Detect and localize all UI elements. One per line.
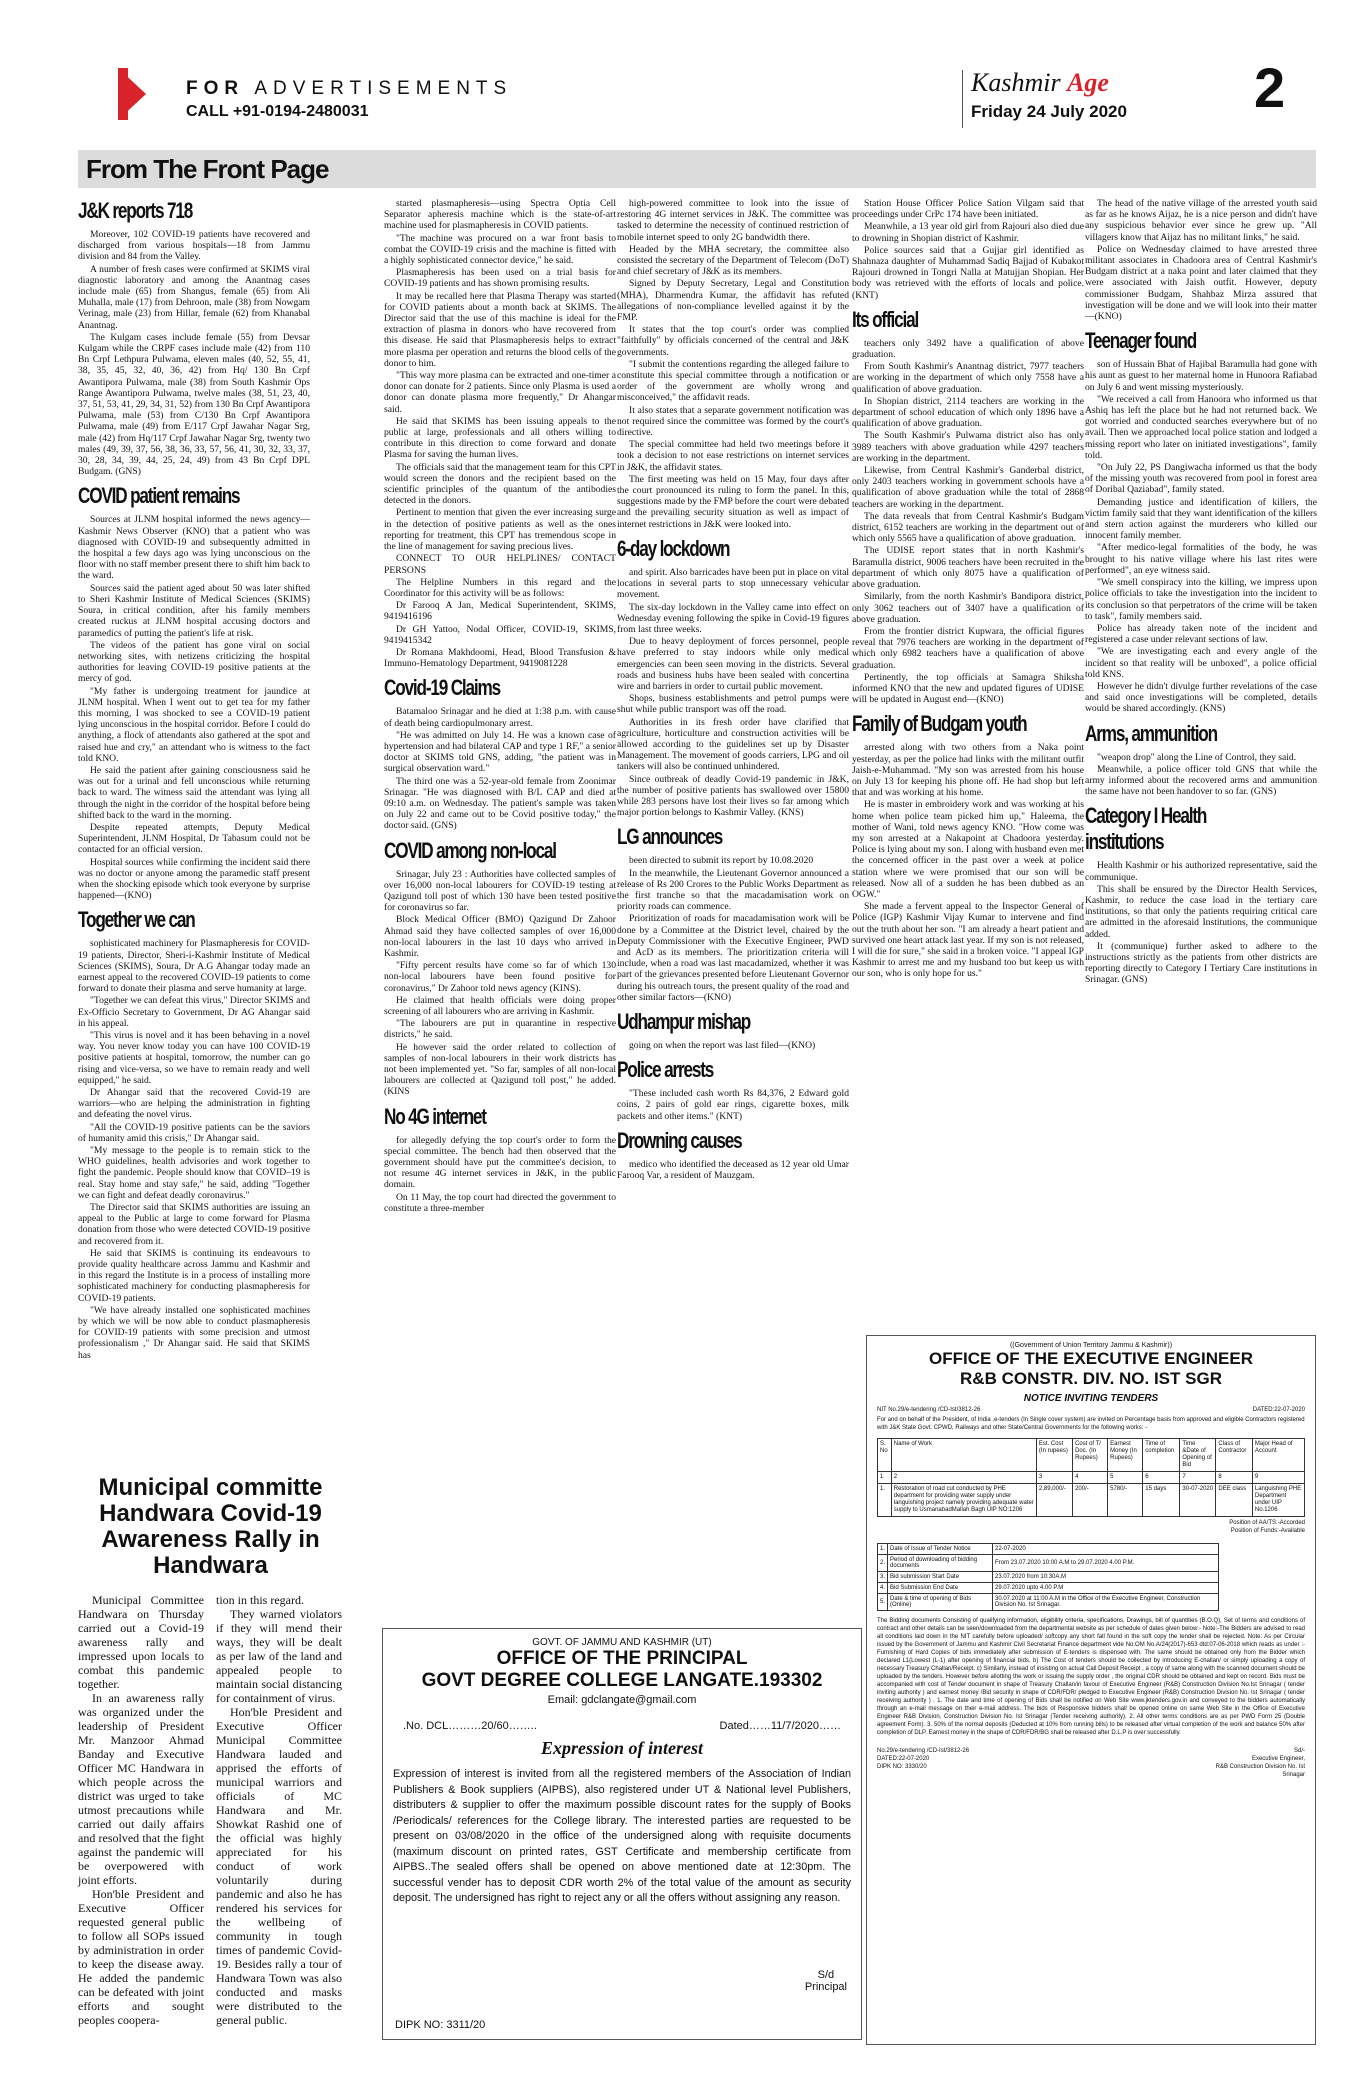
tender-advertisement: [866, 1335, 1316, 2045]
article-paragraph: Meanwhile, a 13 year old girl from Rajouri also died due to drowning in Shopian district of Kashmir.: [852, 221, 1084, 244]
municipal-column-left: [78, 1593, 204, 2027]
article-paragraph: Dr Ahangar said that the recovered Covid-19 are warriors—who are helping the administration in fighting and defeating the novel virus.: [78, 1087, 310, 1121]
table-cell: 200/-: [1073, 1484, 1108, 1517]
tender-footer: [877, 1747, 1305, 1779]
article-paragraph: Dr GH Yattoo, Nodal Officer, COVID-19, SKIMS, 9419415342: [384, 623, 616, 646]
ad-email: Email: gdclangate@gmail.com: [547, 1694, 697, 1706]
article-paragraph: He said that SKIMS has been issuing appeals to the public at large, professionals and all others willing to contribute in this direction to come forward and donate Plasma for saving the human lives.: [384, 415, 616, 461]
article-paragraph: The data reveals that from Central Kashmir's Budgam district, 6152 teachers are working in the department out of which only 5565 have a qualification of above graduation.: [852, 510, 1084, 545]
article-paragraph: Moreover, 102 COVID-19 patients have recovered and discharged from various hospitals—18 from Jammu division and 84 from the Valley.: [78, 229, 310, 263]
article-paragraph: He is master in embroidery work and was working at his home when police team picked him up," Haleema, the mother of Wani, told news agency KNO. "How come was my son arrested at a Nakapoint at Chadoora yesterday. Police is lying about my son. I along with husband even met the concerned officer in the past over a week at police station where we were promised that our son will be released. Now all of a sudden he has been dubbed as an OGW.": [852, 799, 1084, 900]
article-paragraph: for allegedly defying the top court's order to form the special committee. The bench had then observed that the government should have put the committee's decision, to not resume 4G internet services in J&K, in the public domain.: [384, 1134, 616, 1191]
page-header: [0, 0, 1365, 150]
issue-date: Friday 24 July 2020: [971, 102, 1127, 121]
ad-sign-sd: S/d: [817, 1969, 835, 1981]
headline-lg-announces: LG announces: [617, 824, 723, 850]
ad-college-name: GOVT DEGREE COLLEGE LANGATE.193302: [421, 1670, 823, 1691]
article-paragraph: Sources at JLNM hospital informed the news agency—Kashmir News Observer (KNO) that a patient who was diagnosed with COVID-19 and subsequently admitted in the hospital a few days ago was lying unconscious on the floor with no staff member present there to shift him back to the ward.: [78, 514, 310, 582]
headline-its-official: Its official: [852, 306, 919, 332]
headline-family-budgam: Family of Budgam youth: [852, 711, 1027, 737]
headline-together: Together we can: [78, 907, 195, 933]
article-paragraph: The first meeting was held on 15 May, four days after the court pronounced its ruling to form the panel. In this, suggestions made by the FMP before the court were debated and the prevailing security situation as well as impact of internet restrictions in J&K were looked into.: [617, 473, 849, 530]
article-paragraph: Block Medical Officer (BMO) Qazigund Dr Zahoor Ahmad said they have collected samples of over 16,000 non-local labourers in the last 10 days who arrived in Kashmir.: [384, 914, 616, 959]
article-paragraph: been directed to submit its report by 10.08.2020: [629, 855, 814, 867]
article-paragraph: Police sources said that a Gujjar girl identified as Shahnaza daughter of Muhammad Sadiq Bajjad of Kubakot Rajouri drowned in Tongri Nalla at Matujjan Shopian. Her body was retrieved with the efforts of locals and police. (KNT): [852, 244, 1084, 301]
ad-office-title: OFFICE OF THE PRINCIPAL: [496, 1648, 748, 1669]
headline-udhampur: Udhampur mishap: [617, 1009, 751, 1034]
article-paragraph: Meanwhile, a police officer told GNS that while the army informed about the recovered arms and ammunition the same have not been handover to so far. (GNS): [1085, 763, 1317, 798]
article-paragraph: "This virus is novel and it has been behaving in a novel way. You never know today you can have 100 COVID-19 positive patients at hospital, tomorrow, the number can go rising and vice-versa, so we have to remain ready and well equipped," he said.: [78, 1030, 310, 1086]
ads-label: ADVERTISEMENTS: [254, 78, 513, 99]
table-cell: Languishing PHE Department under UIP No.1206: [1252, 1484, 1304, 1517]
article-paragraph: "I submit the contentions regarding the alleged failure to constitute this special committee through a notification or order of the government are wholly wrong and misconceived," the affidavit reads.: [617, 358, 849, 404]
table-header-cell: Name of Work: [891, 1439, 1036, 1472]
article-paragraph: However he didn't divulge further revelations of the case and said once investigations will be completed, details would be shared accordingly. (KNS): [1085, 680, 1317, 715]
table-cell: 9: [1252, 1472, 1304, 1484]
article-paragraph: This shall be ensured by the Director Health Services, Kashmir, to reduce the case load in the tertiary care institutions, so that only the patients requiring critical care are admitted in the aforesaid Institutions, the communique added.: [1085, 883, 1317, 940]
article-paragraph: Headed by the MHA secretary, the committee also consisted the secretary of the Department of Telecom (DoT) and chief secretary of J&K as its members.: [617, 243, 849, 278]
municipal-body: [78, 1593, 343, 2027]
table-cell: 29.07.2020 upto 4.00 P.M: [993, 1583, 1219, 1594]
headline-police-arrests: Police arrests: [617, 1057, 714, 1083]
principal-advertisement: [382, 1628, 862, 2040]
arrow-icon: [118, 68, 146, 120]
article-paragraph: tion in this regard.: [216, 1593, 304, 1607]
article-paragraph: Since outbreak of deadly Covid-19 pandemic in J&K, the number of positive patients has swallowed over 15800 while 283 persons have lost their lives so far among which major portion belongs to Kashmir Valley. (KNS): [617, 773, 849, 819]
article-paragraph: "We are investigating each and every angle of the incident so that reality will be unboxed", a police official told KNS.: [1085, 646, 1317, 680]
table-cell: Date of Issue of Tender Notice: [888, 1544, 993, 1555]
article-paragraph: Hospital sources while confirming the incident said there was no doctor or anyone among the paramedic staff present when the shocking episode which took everyone by surprise happened—(KNO): [78, 856, 310, 902]
municipal-column-right: [216, 1593, 342, 2027]
article-paragraph: Similarly, from the north Kashmir's Bandipora district, only 3062 teachers out of 3407 have a qualification of above graduation.: [852, 591, 1084, 625]
table-cell: Restoration of road cut conducted by PHE department for providing water supply under languishing project namely providing adequate water supply to UsmanabadMallah Bagh UIP NO:1206: [891, 1484, 1036, 1517]
article-paragraph: The UDISE report states that in north Kashmir's Baramulla district, 9006 teachers have been recruited in the department of which only 8075 have a qualification of above graduation.: [852, 545, 1084, 591]
column-1: [78, 198, 310, 1361]
article-paragraph: He claimed that health officials were doing proper screening of all labourers who are arriving in Kashmir.: [384, 994, 616, 1017]
column-5: [1085, 198, 1317, 1248]
article-paragraph: He said that SKIMS is continuing its endeavours to provide quality healthcare across Jammu and Kashmir and in this regard the Institute is in a process of installing more sophisticated machinery for conducting plasmapheresis for COVID-19 patients.: [78, 1247, 310, 1304]
table-cell: 3: [1036, 1472, 1072, 1484]
tender-notice-title: NOTICE INVITING TENDERS: [1023, 1393, 1159, 1404]
article-paragraph: Hon'ble President and Executive Officer Municipal Committee Handwara lauded and apprised the efforts of municipal warriors and officials of MC Handwara and Mr. Showkat Rashid one of the official was highly appreciated for his conduct of work voluntarily during pandemic and also he has rendered his services for the wellbeing of community in tough times of pandemic Covid-19. Besides rally a tour of Handwara Town was also conducted and masks were distributed to the general public.: [216, 1705, 342, 2027]
article-paragraph: The special committee had held two meetings before it took a decision to not ease restrictions on internet services in J&K, the affidavit states.: [617, 439, 849, 473]
table-cell: 2.: [878, 1555, 888, 1572]
tender-nit-row: [877, 1407, 1305, 1413]
article-paragraph: medico who identified the deceased as 12 year old Umar Farooq Var, a resident of Mauzgam.: [617, 1158, 849, 1182]
tender-dates-table: [877, 1543, 1219, 1611]
article-paragraph: The Director said that SKIMS authorities are issuing an appeal to the Public at large to come forward for Plasma donation from those who were detected COVID-19 positive and recovered from it.: [78, 1202, 310, 1247]
article-paragraph: It also states that a separate government notification was not required since the committee was formed by the court's directive.: [617, 404, 849, 439]
ad-signature: [805, 1969, 847, 1993]
table-cell: 22-07-2020: [993, 1544, 1219, 1555]
table-header-cell: Earnest Money (In Rupees): [1108, 1439, 1143, 1472]
ad-heading: Expression of interest: [540, 1738, 704, 1758]
article-paragraph: Police has already taken note of the incident and registered a case under relevant sections of law.: [1085, 622, 1317, 646]
article-paragraph: going on when the report was last filed—(KNO): [629, 1040, 816, 1051]
article-paragraph: "These included cash worth Rs 84,376, 2 Edward gold coins, 2 pairs of gold ear rings, cigarette boxes, milk packets and other items." (KNT): [617, 1088, 849, 1122]
article-paragraph: Pertinently, the top officials at Samagra Shiksha informed KNO that the new and updated figures of UDISE will be updated in August end—(KNO): [852, 671, 1084, 706]
table-cell: 4: [1073, 1472, 1108, 1484]
municipal-headline: Municipal committe Handwara Covid-19 Awareness Rally in Handwara: [98, 1474, 323, 1579]
article-paragraph: The Kulgam cases include female (55) from Devsar Kulgam while the CRPF cases include male (42) from 110 Bn Crpf Lethpura Pulwama, eleven males (40, 52, 55, 41, 38, 35, 45, 32, 40, 36, 42) from Hq/ 130 Bn Crpf Awantipora Pulwama, male (38) from South Kashmir Ops Range Awantipora Pulwama, twelve males (38, 51, 23, 40, 37, 51, 53, 41, 29, 34, 31, 52) from 130 Bn Crpf Awantipora Pulwama, male (53) from C/130 Bn Crpf Awantipora Pulwama, male (49) from E/117 Crpf Jawahar Nagar Srg, male (42) from Hq/117 Crpf Jawahar Nagar Srg, twenty two males (49, 39, 37, 56, 38, 36, 33, 57, 56, 41, 30, 32, 33, 37, 30, 28, 34, 39, 44, 25, 24, 49) from 43 Bn Crpf DPL Budgam. (GNS): [78, 331, 310, 478]
article-paragraph: "We received a call from Hanoora who informed us that Ashiq has left the place but he had not returned back. We got worried and conducted searches everywhere but of no avail. Then we approached local police station and lodged a missing report who later on initiated investigations", family told.: [1085, 393, 1317, 461]
tender-position: Position of AA/TS:-Accorded Position of Funds:-Available: [1229, 1520, 1305, 1534]
article-paragraph: Plasmapheresis has been used on a trial basis for COVID-19 patients and has shown promising results.: [384, 267, 616, 290]
article-paragraph: Shops, business establishments and petrol pumps were shut while public transport was off the road.: [617, 693, 849, 716]
call-number: CALL +91-0194-2480031: [186, 103, 369, 120]
article-paragraph: It states that the top court's order was complied "faithfully" by officials concerned of the central and J&K governments.: [617, 324, 849, 358]
article-paragraph: In Shopian district, 2114 teachers are working in the department of school education of which only 1896 have a qualification of above graduation.: [852, 395, 1084, 430]
table-cell: Date & time of opening of Bids (Online): [888, 1594, 993, 1611]
article-paragraph: son of Hussain Bhat of Hajibal Baramulla had gone with his aunt as guest to her maternal home in Hunoora Rafiabad on July 6 and went missing mysteriously.: [1085, 359, 1317, 393]
article-paragraph: Hon'ble President and Executive Officer requested general public to follow all SOPs issued by administration in order to keep the disease away. He added the pandemic can be defeated with joint efforts and sought peoples coopera-: [78, 1887, 204, 2027]
tender-nit-number: NIT No.29/e-tendering /CD-Ist/3812-26: [877, 1407, 981, 1413]
tender-office-title: OFFICE OF THE EXECUTIVE ENGINEER: [929, 1349, 1253, 1368]
table-cell: Bid Submission End Date: [888, 1583, 993, 1594]
table-cell: 30-07-2020: [1180, 1484, 1216, 1517]
article-paragraph: "All the COVID-19 positive patients can be the saviors of humanity amid this crisis," Dr Ahangar said.: [78, 1121, 310, 1144]
table-cell: 3.: [878, 1572, 888, 1583]
article-paragraph: Dr Romana Makhdoomi, Head, Blood Transfusion & Immuno-Hematology Department, 9419081228: [384, 646, 616, 670]
tender-intro: For and on behalf of the President, of India ,e-tenders (In Single cover system) are invited on Percentage basis from approved and eligible Contractors registered with J&K State Govt. CPWD, Railways and other State/Central Governments for the following works: -: [877, 1417, 1305, 1431]
article-paragraph: From South Kashmir's Anantnag district, 7977 teachers are working in the department of which only 7558 have a qualification of above graduation.: [852, 361, 1084, 395]
tender-conditions: The Bidding documents Consisting of qualifying information, eligibility criteria, specifications, Drawings, bill of quantities (B.O.Q), Set of terms and conditions of contract and other details can be seen/downloaded from the departmental website as per schedule of dates given below:- Note:-The Bidders are advised to read all conditions laid down in the NIT carefully before uploaded/ softcopy any short fall found in the soft copy the tender shall be rejected. Note: As per Circular issued by the Government of Jammu and Kashmir Civil Secretariat Finance department vide No.OM No.A/24(2017)-653 dtd:07-06-2018 which reads as under :- Furnishing of Hard Copies of bids immediately after submission of E-tenders is dispensed with. The same should be obtained only from the Bidder which declared L1(Lowest (L-1) after opening of financial bids. b) The Cost of tenders should be collected by introducing E-challan/ or simply uploading a copy of necessary Treasury Challan/Receipt. c) Similarly, instead of insisting on actual Call Deposit Receipt , a copy of same along with the scanned document should be uploaded by the tenders. However before allotting the work or issuing the supply order , the original CDR should be obtained and kept on record. Bids must be accompanied with cost of Tender document in shape of Treasury Challan/in favour of Executive Engineer (R&B) Construction Division No.Ist Srinagar ( tender inviting authority ) and earnest money /Bid security in shape of CDR/FDR/ pledged to Executive Engineer (R&B) Construction Division No. Ist Srinagar ( tender receiving authority ) . 1. The date and time of opening of Bids shall be notified on Web Site www.jktenders.gov.in and conveyed to the bidders automatically through an e-mail message on their e-mail address. The bids of Responsive bidders shall be opened online on same Web Site in the Office of Executive Engineer R&B Division, Construction Division No. Ist Srinagar (Tender receiving authority). 2. All other terms conditions are as per PWD Form 25 (Double agreement Form). 3. 50% of the normal deposits (Deducted at 10% from running bills) to be released after virtual completion of the work and balance 50% after completion of DLP. Earnest money in the shape of CDR/FDR/BG shall be released after D.L.P is over successfully.: [877, 1618, 1305, 1736]
headline-arms: Arms, ammunition: [1085, 720, 1217, 746]
table-header-cell: Cost of T/ Doc. (In Rupees): [1073, 1439, 1108, 1472]
table-header-cell: Time of completion: [1143, 1439, 1180, 1472]
table-row: [878, 1555, 1219, 1572]
article-paragraph: Demanding justice and identification of killers, the victim family said that they want identification of the killers and stern action against the murderers who killed our innocent family member.: [1085, 496, 1317, 542]
table-cell: 5780/-: [1108, 1484, 1143, 1517]
headline-covid-patient: COVID patient remains: [78, 483, 240, 509]
table-cell: 1.: [878, 1544, 888, 1555]
article-paragraph: The Helpline Numbers in this regard and the Coordinator for this activity will be as follows:: [384, 576, 616, 599]
table-row: [878, 1544, 1219, 1555]
article-paragraph: Health Kashmir or his authorized representative, said the communique.: [1085, 860, 1317, 883]
article-paragraph: It (communique) further asked to adhere to the instructions strictly as the patients from other districts are reporting directly to Category I Tertiary Care institutions in Srinagar. (GNS): [1085, 940, 1317, 986]
article-paragraph: In an awareness rally was organized under the leadership of President Mr. Manzoor Ahmad Banday and Executive Officer MC Handwara in which people across the district was urged to take utmost precautions while carried out daily affairs and resolved that the fight against the pandemic will be overpowered with joint efforts.: [78, 1691, 204, 1887]
article-paragraph: Despite repeated attempts, Deputy Medical Superintendent, JLNM Hospital, Dr Tabasum could not be contacted for an official version.: [78, 821, 310, 856]
table-cell: 30.07.2020 at 11:00 A.M in the Office of the Executive Engineer, Construction Division No. Ist Srinagar.: [993, 1594, 1219, 1611]
table-cell: Bid submission Start Date: [888, 1572, 993, 1583]
ads-banner: [186, 78, 512, 100]
table-cell: 23.07.2020 from 10:30A.M: [993, 1572, 1219, 1583]
table-row: [878, 1583, 1219, 1594]
article-paragraph: "My message to the people is to remain stick to the WHO guidelines, health advisories and work together to fight the pandemic. People should know that COVID–19 is real. Stay home and stay safe," he said, adding "Together we can fight and defeat deadly coronavirus.": [78, 1145, 310, 1201]
article-paragraph: "The machine was procured on a war front basis to combat the COVID-19 crisis and the machine is fitted with a highly sophisticated connector device," he said.: [384, 232, 616, 267]
headline-jk-reports: J&K reports 718: [78, 198, 193, 223]
masthead-age: Age: [1067, 68, 1109, 97]
article-paragraph: started plasmapheresis—using Spectra Optia Cell Separator apheresis machine which is the state-of-art machine used for plasmapheresis in COVID patients.: [384, 198, 616, 232]
article-paragraph: teachers only 3492 have a qualification of above graduation.: [852, 337, 1084, 361]
article-paragraph: On 11 May, the top court had directed the government to constitute a three-member: [384, 1191, 616, 1214]
masthead-kashmir: Kashmir: [971, 68, 1061, 97]
headline-category: Category I Health: [1085, 803, 1207, 829]
article-paragraph: Police on Wednesday claimed to have arrested three militant associates in Chadoora area of Central Kashmir's Budgam district at a naka point and later claimed that they were associated with Jaish outfit. However, deputy commissioner Budgam, Shahbaz Mirza assured that investigation will be done and we will look into their matter—(KNO): [1085, 243, 1317, 323]
table-row: [878, 1572, 1219, 1583]
table-cell: 5.: [878, 1594, 888, 1611]
ad-sign-principal: Principal: [804, 1981, 847, 1993]
ad-body: Expression of interest is invited from all the registered members of the Association of Indian Publishers & Book suppliers (AIPBS), also registered under UT & National level Publishers, distributers & supplier to offer the maximum possible discount rates for the supply of Books /Periodicals/ references for the College library. The interested parties are requested to be present on 03/08/2020 in the office of the undersigned along with requisite documents (maximum discount on printed rates, GST Certificate and membership certificate from AIPBS..The sealed offers shall be opened on above mentioned date at 12:30pm. The successful vender has to deposit CDR worth 2% of the total value of the amount as security deposit. The undersigned has right to reject any or all the offers without assigning any reason.: [393, 1768, 851, 1904]
article-paragraph: "My father is undergoing treatment for jaundice at JLNM hospital. When I went out to get tea for my father this morning, I was shocked to see a COVID-19 patient lying unconscious in the hospital corridor. Before I could do anything, a flock of attendants also gathered at the spot and raised hue and cry," an attendant who is witness to the fact told KNO.: [78, 685, 310, 764]
article-paragraph: Municipal Committee Handwara on Thursday carried out a Covid-19 awareness rally and impressed upon locals to combat this pandemic together.: [78, 1593, 204, 1691]
table-cell: 7: [1180, 1472, 1216, 1484]
table-row: [878, 1594, 1219, 1611]
column-2: [384, 198, 616, 1528]
article-paragraph: Batamaloo Srinagar and he died at 1:38 p.m. with cause of death being cardiopulmonary arrest.: [384, 706, 616, 729]
table-cell: From 23.07.2020 10:00 A.M to 29.07.2020 4.00 P.M.: [993, 1555, 1219, 1572]
article-paragraph: "Fifty percent results have come so far of which 130 non-local labourers have been found positive for coronavirus," Dr Zahoor told news agency (KINS).: [384, 960, 616, 994]
table-cell: 2: [891, 1472, 1036, 1484]
table-header-cell: S. No: [878, 1439, 892, 1472]
table-header-row: [878, 1439, 1305, 1472]
article-paragraph: She made a fervent appeal to the Inspector General of Police (IGP) Kashmir Vijay Kumar to intervene and find out the truth about her son. "I am already a heart patient and survived one heart attack last year. If my son is not released, I will die for sure," she said in a broken voice. "I appeal IGP Kashmir to arrest me and my husband too but keep us with our son, who is only hope for us.": [852, 901, 1084, 980]
table-cell: 6: [1143, 1472, 1180, 1484]
tender-works-table: [877, 1438, 1305, 1517]
article-paragraph: "He was admitted on July 14. He was a known case of hypertension and had bilateral CAP and type 1 RF," a senior doctor at SKIMS told GNS, adding, "the patient was in surgical observation ward.": [384, 729, 616, 775]
table-cell: 15 days: [1143, 1484, 1180, 1517]
table-cell: DEE class: [1216, 1484, 1252, 1517]
article-paragraph: "After medico-legal formalities of the body, he was brought to his native village where his last rites were performed", an eye witness said.: [1085, 542, 1317, 576]
article-paragraph: He said the patient after gaining consciousness said he was out for a urinal and fell unconscious while returning back to ward. The witness said the attendant was lying all through the night in the corridor of the hospital before being shifted back to the ward in the morning.: [78, 764, 310, 821]
headline-covid-claims: Covid-19 Claims: [384, 675, 500, 701]
article-paragraph: sophisticated machinery for Plasmapheresis for COVID-19 patients, Director, Sheri-i-Kashmir Institute of Medical Sciences (SKIMS), Soura, Dr A.G Ahangar today made an earnest appeal to the recovered COVID-19 patients to come forward to donate their plasma and serve humanity at large.: [78, 938, 310, 995]
table-header-cell: Time &Date of Opening of Bid: [1180, 1439, 1216, 1472]
tender-govt-line: ((Government of Union Territory Jammu & Kashmir)): [1009, 1342, 1173, 1349]
ad-references: [393, 1720, 851, 1732]
headline-lockdown: 6-day lockdown: [617, 535, 730, 561]
column-3: [617, 198, 849, 1528]
table-header-cell: Major Head of Account: [1252, 1439, 1304, 1472]
table-number-row: [878, 1472, 1305, 1484]
article-paragraph: Pertinent to mention that given the ever increasing surge in the detection of positive patients as well as the ones reporting for treatment, this CPT has tremendous scope in the line of management for saving precious lives.: [384, 507, 616, 553]
for-label: FOR: [186, 78, 245, 99]
article-paragraph: The South Kashmir's Pulwama district also has only 3989 teachers with above graduation while 4297 teachers are working in the department.: [852, 430, 1084, 464]
table-cell: 2,89,000/-: [1036, 1484, 1072, 1517]
article-paragraph: "The labourers are put in quarantine in respective districts," he said.: [384, 1018, 616, 1041]
ad-dipk: DIPK NO: 3311/20: [395, 2019, 486, 2031]
ad-ref-date: Dated……11/7/2020……: [719, 1720, 841, 1732]
article-paragraph: Prioritization of roads for macadamisation work will be done by a Committee at the District level, chaired by the Deputy Commissioner with the Executive Engineer, PWD and AcD as its members. The prioritization criteria will include, when a road was last macadamized, whether it was part of the grievances presented before Lieutenant Governor during his outreach tours, the present quality of the road and other similar factors—(KNO): [617, 913, 849, 1003]
article-paragraph: "We have already installed one sophisticated machines by which we will be now able to conduct plasmapheresis for COVID-19 patients with some precision and utmost professionalism ," Dr Ahangar said. He said that SKIMS has: [78, 1304, 310, 1361]
ad-govt-line: GOVT. OF JAMMU AND KASHMIR (UT): [532, 1637, 712, 1648]
article-paragraph: Due to heavy deployment of forces personnel, people have preferred to stay indoors while only medical emergencies can been seen moving in the districts. Several roads and business hubs have been sealed with concertina wire and barriers in order to curtail public movement.: [617, 636, 849, 692]
table-cell: 1.: [878, 1484, 892, 1517]
tender-nit-date: DATED:22-07-2020: [1252, 1407, 1305, 1413]
article-paragraph: The six-day lockdown in the Valley came into effect on Wednesday evening following the spike in Covid-19 figures from last three weeks.: [617, 601, 849, 635]
article-paragraph: Authorities in its fresh order have clarified that agriculture, horticulture and construction activities will be allowed according to the guidelines set up by Disaster Management. The movement of goods carriers, LPG and oil tankers will also be continued unhindered.: [617, 716, 849, 773]
tender-footer-number: No.29/e-tendering /CD-Ist/3812-26 DATED:22-07-2020 DIPK NO: 3330/20: [877, 1748, 970, 1770]
page-number: 2: [1254, 56, 1286, 119]
article-paragraph: high-powered committee to look into the issue of restoring 4G internet services in J&K. The committee was tasked to determine the necessity of continued restriction of mobile internet speed to only 2G bandwidth there.: [617, 198, 849, 243]
table-header-cell: Est. Cost (In rupees): [1036, 1439, 1072, 1472]
article-paragraph: CONNECT TO OUR HELPLINES/ CONTACT PERSONS: [384, 553, 616, 576]
table-cell: 8: [1216, 1472, 1252, 1484]
article-paragraph: "Together we can defeat this virus," Director SKIMS and Ex-Officio Secretary to Government, Dr AG Ahangar said in his appeal.: [78, 995, 310, 1029]
tender-footer-signature: Sd/- Executive Engineer, R&B Construction Division No. Ist Srinagar: [1215, 1748, 1305, 1778]
article-paragraph: A number of fresh cases were confirmed at SKIMS viral diagnostic laboratory and among the Anantnag cases include male (65) from Shangus, female (65) from Ali Muhalla, male (17) from Dehroon, male (38) from Nowgam Verinag, male (23) from Hillar, female (62) from Khanabal Anantnag.: [78, 263, 310, 331]
headline-covid-nonlocal: COVID among non-local: [384, 837, 556, 863]
headline-teenager: Teenager found: [1085, 328, 1197, 354]
article-paragraph: "On July 22, PS Dangiwacha informed us that the body of the missing youth was recovered from pool in forest area of Doribal Qaziabad", family stated.: [1085, 462, 1317, 496]
headline-no-4g: No 4G internet: [384, 1103, 486, 1129]
article-paragraph: The videos of the patient has gone viral on social networking sites, with netizens criticizing the hospital authorities for leaving COVID-19 positive patients at the mercy of god.: [78, 639, 310, 685]
article-paragraph: The third one was a 52-year-old female from Zoonimar Srinagar. "He was diagnosed with B/L CAP and died at 09:10 a.m. on Wednesday. The patient's sample was taken on July 22 and came out to be Covid positive today," the doctor said. (GNS): [384, 775, 616, 832]
table-cell: 1: [878, 1472, 892, 1484]
section-title: From The Front Page: [86, 154, 329, 184]
article-paragraph: They warned violators if they will mend their ways, they will be dealt as per law of the land and appealed people to maintain social distancing for containment of virus.: [216, 1607, 342, 1705]
article-paragraph: arrested along with two others from a Naka point yesterday, as per the police had links with the militant outfit Jaish-e-Muhammad. "My son was arrested from his house on July 13 for keeping his phone off. He had shop but left that and was working at his home.: [852, 742, 1084, 799]
masthead-title: [971, 70, 1127, 96]
table-header-cell: Class of Contractor: [1216, 1439, 1252, 1472]
article-paragraph: The head of the native village of the arrested youth said as far as he knows Aijaz, he is a nice person and didn't have any suspicious behavior ever since he grew up. "All villagers know that Aijaz has no militant links," he said.: [1085, 198, 1317, 243]
article-paragraph: Sources said the patient aged about 50 was later shifted to Sheri Kashmir Institute of Medical Sciences (SKIMS) Soura, in critical condition, after his family members created ruckus at JLNM hospital accusing doctors and paramedics of putting the patient's life at risk.: [78, 582, 310, 639]
article-paragraph: and spirit. Also barricades have been put in place on vital locations in several parts to stop unnecessary vehicular movement.: [617, 566, 849, 601]
tender-division: R&B CONSTR. DIV. NO. IST SGR: [960, 1369, 1222, 1388]
article-paragraph: "This way more plasma can be extracted and one-timer a donor can donate for 2 patients. Since only Plasma is used a donor can donate plasma more frequently," Dr Ahangar said.: [384, 370, 616, 415]
table-cell: 5: [1108, 1472, 1143, 1484]
masthead: [962, 70, 1127, 128]
article-paragraph: The officials said that the management team for this CPT would screen the donors and the recipient based on the scientific principles of the quantum of the antibodies detected in the donors.: [384, 461, 616, 507]
article-paragraph: He however said the order related to collection of samples of non-local labourers in their work districts has not been implemented yet. "So far, samples of all non-local labourers are collected at Qazigund toll post," he added.(KINS: [384, 1041, 616, 1098]
article-paragraph: "We smell conspiracy into the killing, we impress upon police officials to take the investigation into the incident to its conclusion so that perpetrators of the crime will be taken to task", family members said.: [1085, 577, 1317, 622]
article-paragraph: "weapon drop" along the Line of Control, they said.: [1097, 751, 1297, 763]
headline-drowning: Drowning causes: [617, 1127, 742, 1153]
section-bar: [78, 150, 1316, 188]
table-cell: 4.: [878, 1583, 888, 1594]
article-paragraph: Station House Officer Police Sation Vilgam said that proceedings under CrPc 174 have been initiated.: [852, 198, 1084, 221]
article-paragraph: It may be recalled here that Plasma Therapy was started for COVID patients about a month back at SKIMS. The Director said that the use of this machine is ideal for the extraction of plasma in donors who have recovered from this disease. He said that Plasmapheresis helps to extract more plasma per operation and returns the blood cells of the donor to him.: [384, 290, 616, 369]
headline-category-line2: institutions: [1085, 829, 1164, 855]
table-row: [878, 1484, 1305, 1517]
article-paragraph: Dr Farooq A Jan, Medical Superintendent, SKIMS, 9419416196: [384, 600, 616, 623]
table-cell: Period of downloading of bidding documents: [888, 1555, 993, 1572]
article-paragraph: Srinagar, July 23 : Authorities have collected samples of over 16,000 non-local labourers for COVID-19 testing at Qazigund toll post of which 130 have been tested positive for coronavirus so far.: [384, 868, 616, 914]
article-paragraph: In the meanwhile, the Lieutenant Governor announced a release of Rs 200 Crores to the Public Works Department as the first tranche so that the macadamisation work on priority roads can commence.: [617, 867, 849, 913]
article-paragraph: Likewise, from Central Kashmir's Ganderbal district, only 2403 teachers working in government schools have a qualification of above graduation while the total of 2868 teachers are working in the department.: [852, 465, 1084, 510]
column-4: [852, 198, 1084, 1248]
article-paragraph: Signed by Deputy Secretary, Legal and Constitution (MHA), Dharmendra Kumar, the affidavit has refuted allegations of non-compliance levelled against it by the FMP.: [617, 278, 849, 324]
article-paragraph: From the frontier district Kupwara, the official figures reveal that 7976 teachers are working in the department of which only 6982 teachers have a qualification of above graduation.: [852, 625, 1084, 671]
municipal-article: [78, 1475, 343, 2027]
ad-ref-number: .No. DCL………20/60……..: [403, 1720, 537, 1732]
